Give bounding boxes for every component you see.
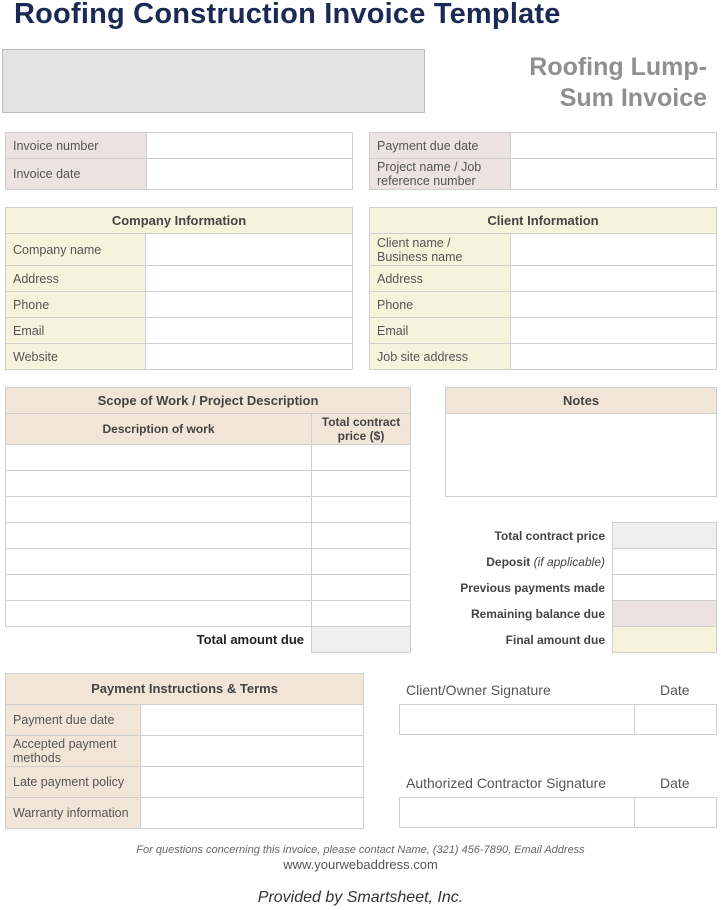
contractor-signature-date-field[interactable] bbox=[634, 797, 717, 828]
client-phone-label: Phone bbox=[370, 292, 511, 318]
invoice-info-table bbox=[5, 132, 353, 190]
company-address-label: Address bbox=[6, 266, 146, 292]
company-address-field[interactable] bbox=[146, 266, 353, 292]
accepted-payment-methods-label bbox=[6, 736, 141, 767]
project-name-label-line2: reference number bbox=[377, 174, 476, 188]
invoice-date-label: Invoice date bbox=[6, 159, 147, 190]
client-signature-label: Client/Owner Signature bbox=[406, 682, 551, 698]
scope-heading: Scope of Work / Project Description bbox=[6, 388, 411, 414]
footer-contact: For questions concerning this invoice, please contact Name, (321) 456-7890, Email Address bbox=[136, 844, 585, 856]
client-email-field[interactable] bbox=[511, 318, 717, 344]
invoice-date-field[interactable] bbox=[147, 159, 353, 190]
deposit-note: (if applicable) bbox=[533, 555, 605, 569]
company-website-field[interactable] bbox=[146, 344, 353, 370]
previous-payments-field[interactable] bbox=[613, 575, 717, 601]
price-column-header bbox=[312, 414, 411, 445]
final-amount-field[interactable] bbox=[613, 627, 717, 653]
project-name-label bbox=[370, 159, 511, 190]
payment-instructions-table bbox=[5, 673, 364, 829]
notes-heading: Notes bbox=[446, 388, 717, 414]
invoice-type-title-line1: Roofing Lump- bbox=[529, 53, 707, 81]
payment-due-date-field[interactable] bbox=[511, 133, 717, 159]
client-info-table bbox=[369, 207, 717, 370]
previous-payments-label: Previous payments made bbox=[460, 581, 605, 595]
total-contract-price-field[interactable] bbox=[613, 523, 717, 549]
company-phone-field[interactable] bbox=[146, 292, 353, 318]
invoice-type-title bbox=[477, 52, 707, 114]
final-amount-label: Final amount due bbox=[505, 633, 605, 647]
payment-due-date-term-label: Payment due date bbox=[6, 705, 141, 736]
table-row bbox=[6, 445, 411, 471]
price-cell[interactable] bbox=[312, 523, 411, 549]
invoice-number-label: Invoice number bbox=[6, 133, 147, 159]
price-cell[interactable] bbox=[312, 601, 411, 627]
price-column-header-line2: price ($) bbox=[337, 429, 385, 443]
client-name-label bbox=[370, 234, 511, 266]
table-row bbox=[6, 575, 411, 601]
company-name-label: Company name bbox=[6, 234, 146, 266]
totals-table bbox=[612, 522, 717, 653]
total-amount-due-label: Total amount due bbox=[6, 627, 312, 653]
footer-website-link[interactable]: www.yourwebaddress.com bbox=[283, 857, 438, 872]
company-email-label: Email bbox=[6, 318, 146, 344]
description-column-header: Description of work bbox=[6, 414, 312, 445]
client-signature-date-field[interactable] bbox=[634, 704, 717, 735]
description-cell[interactable] bbox=[6, 523, 312, 549]
contractor-signature-date-label: Date bbox=[660, 775, 690, 791]
table-row bbox=[6, 601, 411, 627]
client-address-field[interactable] bbox=[511, 266, 717, 292]
client-name-field[interactable] bbox=[511, 234, 717, 266]
job-site-address-label: Job site address bbox=[370, 344, 511, 370]
invoice-type-title-line2: Sum Invoice bbox=[559, 84, 707, 112]
remaining-balance-field[interactable] bbox=[613, 601, 717, 627]
payment-due-date-label: Payment due date bbox=[370, 133, 511, 159]
notes-field[interactable] bbox=[446, 414, 717, 497]
remaining-balance-label: Remaining balance due bbox=[470, 607, 605, 621]
deposit-label bbox=[420, 555, 605, 569]
company-name-field[interactable] bbox=[146, 234, 353, 266]
late-payment-policy-label: Late payment policy bbox=[6, 767, 141, 798]
client-name-label-line1: Client name / bbox=[377, 235, 451, 250]
project-name-label-line1: Project name / Job bbox=[377, 160, 482, 174]
deposit-label-text: Deposit bbox=[486, 555, 531, 569]
total-contract-price-label: Total contract price bbox=[494, 529, 605, 543]
payment-info-table bbox=[369, 132, 717, 190]
notes-table bbox=[445, 387, 717, 497]
company-info-heading: Company Information bbox=[6, 208, 353, 234]
contractor-signature-field[interactable] bbox=[399, 797, 635, 828]
client-address-label: Address bbox=[370, 266, 511, 292]
price-cell[interactable] bbox=[312, 471, 411, 497]
description-cell[interactable] bbox=[6, 497, 312, 523]
description-cell[interactable] bbox=[6, 471, 312, 497]
price-cell[interactable] bbox=[312, 549, 411, 575]
accepted-payment-methods-line2: methods bbox=[13, 751, 61, 765]
table-row bbox=[6, 497, 411, 523]
table-row bbox=[6, 471, 411, 497]
description-cell[interactable] bbox=[6, 575, 312, 601]
scope-of-work-table bbox=[5, 387, 411, 653]
description-cell[interactable] bbox=[6, 445, 312, 471]
client-name-label-line2: Business name bbox=[377, 249, 463, 264]
company-phone-label: Phone bbox=[6, 292, 146, 318]
accepted-payment-methods-field[interactable] bbox=[141, 736, 364, 767]
price-cell[interactable] bbox=[312, 445, 411, 471]
payment-due-date-term-field[interactable] bbox=[141, 705, 364, 736]
price-cell[interactable] bbox=[312, 497, 411, 523]
provided-by: Provided by Smartsheet, Inc. bbox=[257, 889, 464, 906]
invoice-number-field[interactable] bbox=[147, 133, 353, 159]
page-title: Roofing Construction Invoice Template bbox=[14, 0, 561, 30]
deposit-field[interactable] bbox=[613, 549, 717, 575]
client-signature-date-label: Date bbox=[660, 682, 690, 698]
price-column-header-line1: Total contract bbox=[321, 415, 401, 429]
company-info-table bbox=[5, 207, 353, 370]
table-row bbox=[6, 549, 411, 575]
client-phone-field[interactable] bbox=[511, 292, 717, 318]
accepted-payment-methods-line1: Accepted payment bbox=[13, 737, 117, 751]
client-info-heading: Client Information bbox=[370, 208, 717, 234]
job-site-address-field[interactable] bbox=[511, 344, 717, 370]
late-payment-policy-field[interactable] bbox=[141, 767, 364, 798]
contractor-signature-label: Authorized Contractor Signature bbox=[406, 775, 606, 791]
price-cell[interactable] bbox=[312, 575, 411, 601]
warranty-label: Warranty information bbox=[6, 798, 141, 829]
description-cell[interactable] bbox=[6, 601, 312, 627]
company-email-field[interactable] bbox=[146, 318, 353, 344]
payment-instructions-heading: Payment Instructions & Terms bbox=[6, 674, 364, 705]
total-amount-due-field[interactable] bbox=[312, 627, 411, 653]
client-signature-field[interactable] bbox=[399, 704, 635, 735]
warranty-field[interactable] bbox=[141, 798, 364, 829]
description-cell[interactable] bbox=[6, 549, 312, 575]
logo-placeholder[interactable] bbox=[2, 49, 425, 113]
company-website-label: Website bbox=[6, 344, 146, 370]
project-name-field[interactable] bbox=[511, 159, 717, 190]
client-email-label: Email bbox=[370, 318, 511, 344]
table-row bbox=[6, 523, 411, 549]
